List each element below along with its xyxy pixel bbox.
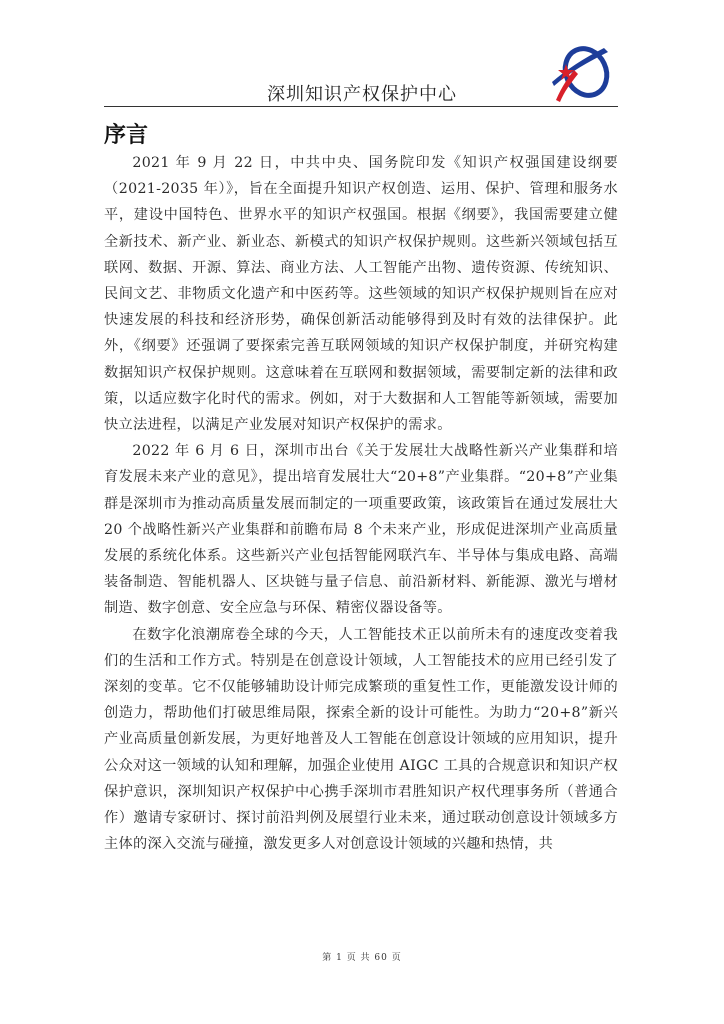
paragraph: 在数字化浪潮席卷全球的今天，人工智能技术正以前所未有的速度改变着我们的生活和工作方式。特别是在创意设计领域，人工智能技术的应用已经引发了深刻的变革。它不仅能够辅助设计师完成繁琐的重复性工作，更能激发设计师的创造力，帮助他们打破思维局限，探索全新的设计可能性。为助力“20+8”新兴产业高质量创新发展，为更好地普及人工智能在创意设计领域的应用知识，提升公众对这一领域的认知和理解，加强企业使用 AIGC 工具的合规意识和知识产权保护意识，深圳知识产权保护中心携手深圳市君胜知识产权代理事务所（普通合作）邀请专家研讨、探讨前沿判例及展望行业未来，通过联动创意设计领域多方主体的深入交流与碰撞，激发更多人对创意设计领域的兴趣和热情，共 — [104, 626, 618, 853]
page-number: 第 1 页 共 60 页 — [322, 953, 402, 963]
header-divider — [104, 106, 618, 107]
body-text — [104, 150, 618, 857]
paragraph: 2022 年 6 月 6 日，深圳市出台《关于发展壮大战略性新兴产业集群和培育发展未来产业的意见》，提出培育发展壮大“20+8”产业集群。“20+8”产业集群是深圳市为推动高质量发展而制定的一项重要政策，该政策旨在通过发展壮大 20 个战略性新兴产业集群和前瞻布局 8 个未来产业，形成促进深圳产业高质量发展的系统化体系。这些新兴产业包括智能网联汽车、半导体与集成电路、高端装备制造、智能机器人、区块链与量子信息、前沿新材料、新能源、激光与增材制造、数字创意、安全应急与环保、精密仪器设备等。 — [104, 443, 618, 617]
header-title: 深圳知识产权保护中心 — [267, 84, 457, 105]
paragraph: 2021 年 9 月 22 日，中共中央、国务院印发《知识产权强国建设纲要（2021-2035 年）》，旨在全面提升知识产权创造、运用、保护、管理和服务水平，建设中国特色、世界水平的知识产权强国。根据《纲要》，我国需要建立健全新技术、新产业、新业态、新模式的知识产权保护规则。这些新兴领域包括互联网、数据、开源、算法、商业方法、人工智能产出物、遗传资源、传统知识、民间文艺、非物质文化遗产和中医药等。这些领域的知识产权保护规则旨在应对快速发展的科技和经济形势，确保创新活动能够得到及时有效的法律保护。此外，《纲要》还强调了要探索完善互联网领域的知识产权保护制度，并研究构建数据知识产权保护规则。这意味着在互联网和数据领域，需要制定新的法律和政策，以适应数字化时代的需求。例如，对于大数据和人工智能等新领域，需要加快立法进程，以满足产业发展对知识产权保护的需求。 — [104, 155, 618, 434]
section-heading: 序言 — [104, 122, 149, 148]
